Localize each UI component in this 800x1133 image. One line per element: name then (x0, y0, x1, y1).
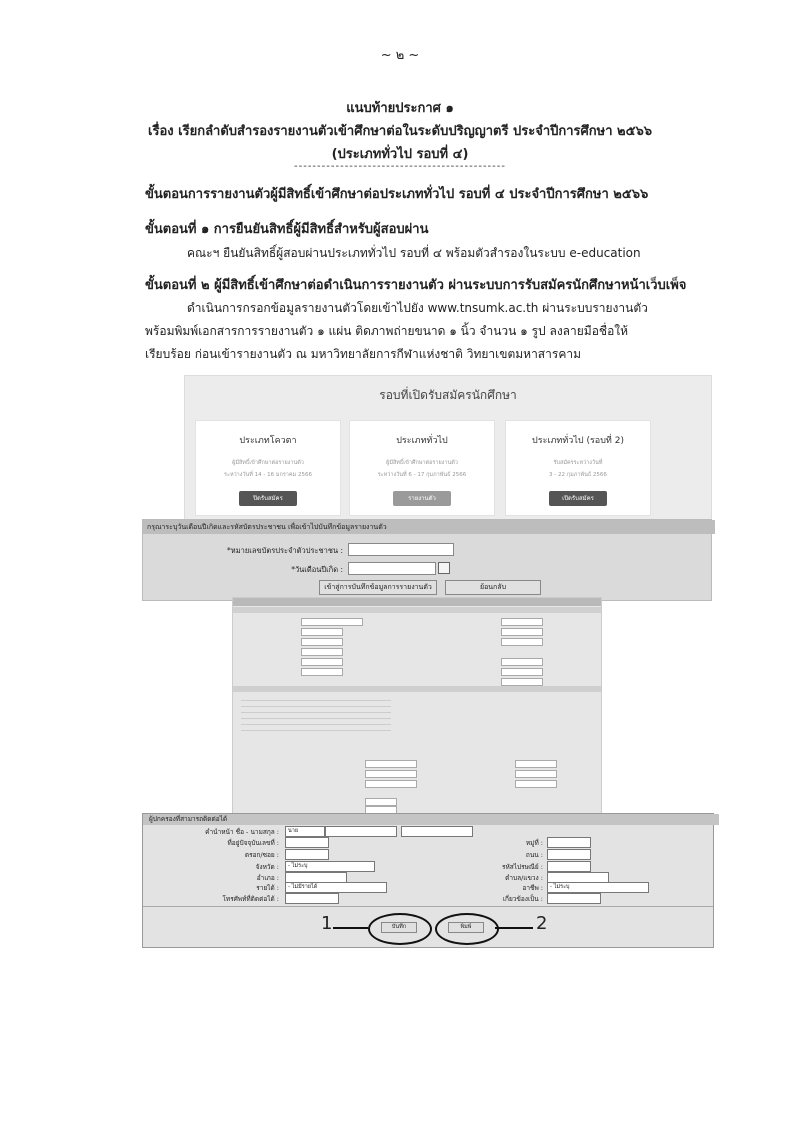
marker-number-1: 1 (321, 913, 333, 934)
form-field[interactable] (365, 798, 397, 806)
form-field[interactable] (301, 628, 343, 636)
card-title: ประเภททั่วไป (396, 436, 448, 446)
heading-divider: ---------------------------------------------- (294, 161, 506, 172)
marker-line-right (495, 927, 533, 929)
student-report-form-screenshot (232, 597, 602, 817)
calendar-icon[interactable] (438, 562, 450, 574)
road-label: ถนน : (525, 851, 543, 859)
step2-body-line1: ดำเนินการกรอกข้อมูลรายงานตัวโดยเข้าไปยัง www.tnsumk.ac.th ผ่านระบบรายงานตัว (187, 301, 648, 315)
step2-title: ขั้นตอนที่ ๒ ผู้มีสิทธิ์เข้าศึกษาต่อดำเนินการรายงานตัว ผ่านระบบการรับสมัครนักศึกษาหน้าเว็บเพ็จ (145, 278, 687, 293)
document-checklist (241, 695, 391, 735)
form-field[interactable] (301, 618, 363, 626)
form-field[interactable] (501, 678, 543, 686)
round-card-general-round2 (505, 420, 651, 516)
guardian-form-screenshot (142, 813, 714, 948)
heading-line2: เรื่อง เรียกลำดับสำรองรายงานตัวเข้าศึกษาต่อในระดับปริญญาตรี ประจำปีการศึกษา ๒๕๖๖ (148, 124, 652, 139)
form-field[interactable] (515, 780, 557, 788)
heading-line1: แนบท้ายประกาศ ๑ (346, 101, 454, 116)
dob-input[interactable] (348, 562, 436, 575)
marker-number-2: 2 (536, 913, 548, 934)
form-header-bar (233, 598, 601, 606)
relation-input[interactable] (547, 893, 601, 904)
page-number: ~ ๒ ~ (380, 48, 420, 63)
back-button[interactable]: ย้อนกลับ (445, 580, 541, 595)
admission-rounds-screenshot (184, 375, 712, 525)
relation-label: เกี่ยวข้องเป็น : (502, 895, 543, 903)
form-field[interactable] (301, 638, 343, 646)
save-button[interactable]: บันทึก (381, 922, 417, 933)
road-input[interactable] (547, 849, 591, 860)
postcode-label: รหัสไปรษณีย์ : (501, 863, 543, 871)
form-field[interactable] (501, 618, 543, 626)
card-dates: ระหว่างวันที่ 6 - 17 กุมภาพันธ์ 2566 (377, 472, 467, 478)
card-button[interactable]: รายงานตัว (393, 491, 451, 506)
form-field[interactable] (501, 658, 543, 666)
form-field[interactable] (515, 770, 557, 778)
job-select[interactable]: - ไม่ระบุ (547, 882, 649, 893)
subdistrict-label: ตำบล/แขวง : (505, 874, 543, 882)
form-section-bar (233, 686, 601, 692)
income-select[interactable]: - ไม่มีรายได้ (285, 882, 387, 893)
step1-title: ขั้นตอนที่ ๑ การยืนยันสิทธิ์ผู้มีสิทธิ์สำหรับผู้สอบผ่าน (145, 222, 429, 237)
step2-body-line2: พร้อมพิมพ์เอกสารการรายงานตัว ๑ แผ่น ติดภาพถ่ายขนาด ๑ นิ้ว จำนวน ๑ รูป ลงลายมือชื่อให้ (145, 324, 629, 338)
card-title: ประเภทโควตา (239, 436, 297, 446)
guardian-bar: ผู้ปกครองที่สามารถติดต่อได้ (143, 814, 719, 825)
province-select[interactable]: - ไม่ระบุ (285, 861, 375, 872)
form-field[interactable] (301, 668, 343, 676)
job-label: อาชีพ : (522, 884, 543, 892)
form-field[interactable] (365, 780, 417, 788)
login-bar: กรุณาระบุวันเดือนปีเกิดและรหัสบัตรประชาชน เพื่อเข้าไปบันทึกข้อมูลรายงานตัว (143, 520, 715, 534)
postcode-input[interactable] (547, 861, 591, 872)
last-name-input[interactable] (401, 826, 473, 837)
phone-input[interactable] (285, 893, 339, 904)
soi-label: ตรอก/ซอย : (244, 851, 279, 859)
card-subtitle: ผู้มีสิทธิ์เข้าศึกษาต่อรายงานตัว (232, 460, 304, 466)
id-number-input[interactable] (348, 543, 454, 556)
address-label: ที่อยู่ปัจจุบันเลขที่ : (227, 839, 279, 847)
card-dates: 3 - 22 กุมภาพันธ์ 2566 (549, 472, 607, 478)
id-number-label: *หมายเลขบัตรประจำตัวประชาชน : (227, 546, 343, 555)
form-field[interactable] (501, 628, 543, 636)
form-field[interactable] (301, 658, 343, 666)
card-subtitle: รับสมัครระหว่างวันที่ (553, 460, 603, 466)
dob-label: *วันเดือนปีเกิด : (291, 565, 343, 574)
card-title: ประเภททั่วไป (รอบที่ 2) (532, 436, 624, 446)
enter-report-button[interactable]: เข้าสู่การบันทึกข้อมูลการรายงานตัว (319, 580, 437, 595)
address-input[interactable] (285, 837, 329, 848)
card-dates: ระหว่างวันที่ 14 - 16 มกราคม 2566 (224, 472, 312, 478)
soi-input[interactable] (285, 849, 329, 860)
form-subheader-bar (233, 607, 601, 613)
step2-body-line3: เรียบร้อย ก่อนเข้ารายงานตัว ณ มหาวิทยาลัยการกีฬาแห่งชาติ วิทยาเขตมหาสารคาม (145, 347, 581, 361)
card-button[interactable]: เปิดรับสมัคร (549, 491, 607, 506)
moo-label: หมู่ที่ : (525, 839, 543, 847)
round-card-quota (195, 420, 341, 516)
rounds-title: รอบที่เปิดรับสมัครนักศึกษา (379, 388, 517, 402)
step1-body: คณะฯ ยืนยันสิทธิ์ผู้สอบผ่านประเภททั่วไป รอบที่ ๔ พร้อมตัวสำรองในระบบ e-education (187, 246, 641, 260)
form-field[interactable] (365, 770, 417, 778)
card-subtitle: ผู้มีสิทธิ์เข้าศึกษาต่อรายงานตัว (386, 460, 458, 466)
first-name-input[interactable] (325, 826, 397, 837)
heading-line3: (ประเภททั่วไป รอบที่ ๔) (331, 147, 469, 162)
guardian-name-label: คำนำหน้า ชื่อ - นามสกุล : (205, 828, 279, 836)
phone-label: โทรศัพท์ที่ติดต่อได้ : (222, 895, 279, 903)
form-field[interactable] (501, 668, 543, 676)
marker-line-left (333, 927, 368, 929)
form-field[interactable] (501, 638, 543, 646)
round-card-general (349, 420, 495, 516)
income-label: รายได้ : (256, 884, 279, 892)
name-title-select[interactable]: นาย (285, 826, 325, 837)
moo-input[interactable] (547, 837, 591, 848)
district-label: อำเภอ : (256, 874, 279, 882)
divider (143, 906, 713, 907)
card-button[interactable]: ปิดรับสมัคร (239, 491, 297, 506)
province-label: จังหวัด : (255, 863, 279, 871)
form-field[interactable] (515, 760, 557, 768)
print-button[interactable]: พิมพ์ (448, 922, 484, 933)
form-field[interactable] (365, 760, 417, 768)
report-login-screenshot (142, 519, 712, 601)
form-field[interactable] (301, 648, 343, 656)
section-title: ขั้นตอนการรายงานตัวผู้มีสิทธิ์เข้าศึกษาต่อประเภททั่วไป รอบที่ ๔ ประจำปีการศึกษา ๒๕๖๖ (145, 187, 649, 202)
